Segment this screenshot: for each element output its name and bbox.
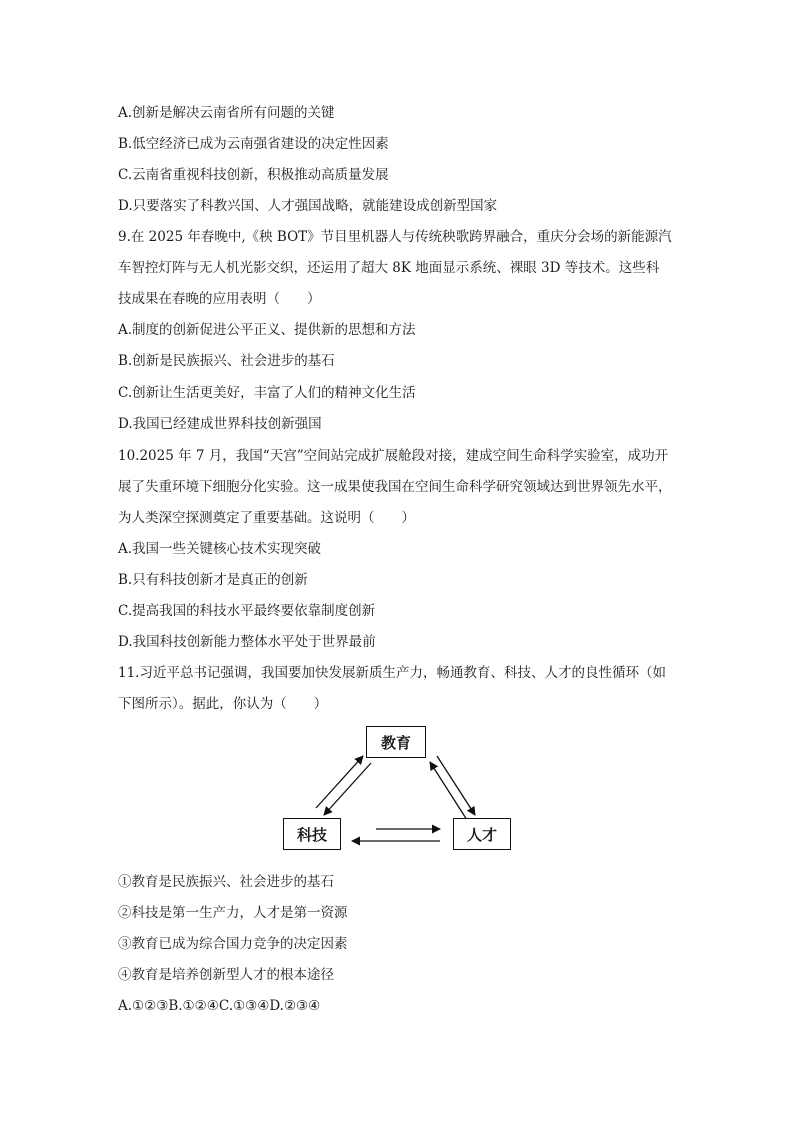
education-cycle-diagram [270, 722, 530, 854]
node-technology: 科技 [283, 818, 341, 850]
statement-2: ②科技是第一生产力，人才是第一资源 [118, 905, 348, 921]
answer-options: A.①②③B.①②④C.①③④D.②③④ [118, 998, 321, 1014]
option-8c: C.云南省重视科技创新，积极推动高质量发展 [118, 167, 389, 183]
option-10a: A.我国一些关键核心技术实现突破 [118, 541, 322, 557]
question-10-line-3: 为人类深空探测奠定了重要基础。这说明（ ） [118, 510, 415, 526]
option-9a: A.制度的创新促进公平正义、提供新的思想和方法 [118, 322, 416, 338]
node-education: 教育 [366, 726, 426, 758]
option-10c: C.提高我国的科技水平最终要依靠制度创新 [118, 603, 376, 619]
question-10-line-1: 10.2025 年 7 月，我国“天宫”空间站完成扩展舱段对接，建成空间生命科学实验室，成功开 [118, 448, 669, 464]
statement-1: ①教育是民族振兴、社会进步的基石 [118, 874, 334, 890]
option-8d: D.只要落实了科教兴国、人才强国战略，就能建设成创新型国家 [118, 198, 498, 214]
question-11-line-2: 下图所示）。据此，你认为（ ） [118, 696, 328, 712]
question-10-line-2: 展了失重环境下细胞分化实验。这一成果使我国在空间生命科学研究领域达到世界领先水平， [118, 479, 672, 495]
arrow-education-to-talent [437, 756, 475, 815]
statement-3: ③教育已成为综合国力竞争的决定因素 [118, 936, 348, 952]
option-8b: B.低空经济已成为云南强省建设的决定性因素 [118, 136, 389, 152]
arrow-talent-to-education [430, 762, 467, 820]
option-9c: C.创新让生活更美好，丰富了人们的精神文化生活 [118, 385, 416, 401]
option-10b: B.只有科技创新才是真正的创新 [118, 572, 308, 588]
node-talent: 人才 [453, 818, 511, 850]
option-9d: D.我国已经建成世界科技创新强国 [118, 416, 322, 432]
question-9-line-1: 9.在 2025 年春晚中,《秧 BOT》节目里机器人与传统秧歌跨界融合，重庆分会场的新能源汽 [118, 229, 672, 245]
option-9b: B.创新是民族振兴、社会进步的基石 [118, 353, 335, 369]
question-9-line-2: 车智控灯阵与无人机光影交织，还运用了超大 8K 地面显示系统、裸眼 3D 等技术。这些科 [118, 260, 660, 276]
statement-4: ④教育是培养创新型人才的根本途径 [118, 967, 334, 983]
option-8a: A.创新是解决云南省所有问题的关键 [118, 105, 335, 121]
question-11-line-1: 11.习近平总书记强调，我国要加快发展新质生产力，畅通教育、科技、人才的良性循环（如 [118, 665, 666, 681]
arrow-education-to-tech [324, 763, 371, 815]
question-9-line-3: 技成果在春晚的应用表明（ ） [118, 291, 321, 307]
arrow-tech-to-education [316, 756, 363, 808]
option-10d: D.我国科技创新能力整体水平处于世界最前 [118, 634, 376, 650]
